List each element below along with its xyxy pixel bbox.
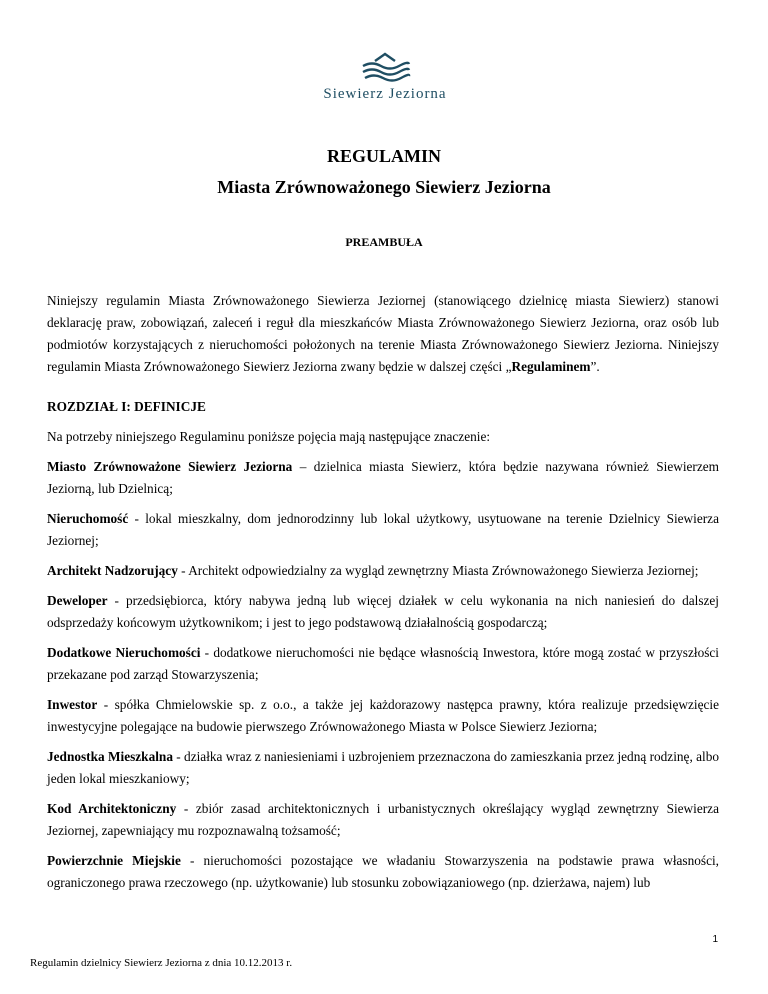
document-subtitle: Miasta Zrównoważonego Siewierz Jeziorna	[217, 177, 551, 197]
chapter1-intro: Na potrzeby niniejszego Regulaminu poniższe pojęcia mają następujące znaczenie:	[47, 429, 491, 444]
page-footer: Regulamin dzielnicy Siewierz Jeziorna z dnia 10.12.2013 r.	[30, 957, 293, 969]
page-number: 1	[712, 934, 718, 945]
document-body	[47, 290, 719, 902]
definition-item	[47, 850, 719, 894]
definition-term: Inwestor	[47, 697, 98, 712]
preamble-paragraph	[47, 290, 719, 378]
definition-text: - zbiór zasad architektonicznych i urbanistycznych określający wygląd zewnętrzny Siewierza Jeziornej, zapewniający mu rozpoznawalną tożsamość;	[47, 801, 719, 838]
definition-term: Deweloper	[47, 593, 108, 608]
definition-term: Powierzchnie Miejskie	[47, 853, 181, 868]
definition-text: - dodatkowe nieruchomości nie będące własnością Inwestora, które mogą zostać w przyszłości przekazane pod zarząd Stowarzyszenia;	[47, 645, 719, 682]
definition-text: - lokal mieszkalny, dom jednorodzinny lub lokal użytkowy, usytuowane na terenie Dzielnicy Siewierza Jeziornej;	[47, 511, 719, 548]
document-title: REGULAMIN	[326, 146, 441, 166]
definition-item	[47, 798, 719, 842]
waves-logo-icon	[359, 52, 411, 82]
definition-item	[47, 590, 719, 634]
definition-item	[47, 560, 719, 582]
definition-term: Jednostka Mieszkalna	[47, 749, 173, 764]
definition-item	[47, 456, 719, 500]
definition-text: - spółka Chmielowskie sp. z o.o., a także jej każdorazowy następca prawny, która realizuje przedsięwzięcie inwestycyjne polegające na budowie pierwszego Zrównoważonego Miasta w Polsce Siewierz Jeziorna;	[47, 697, 719, 734]
definition-term: Nieruchomość	[47, 511, 129, 526]
chapter1-heading: ROZDZIAŁ I: DEFINICJE	[47, 399, 206, 414]
preamble-term-close: ”.	[590, 359, 600, 374]
definition-item	[47, 694, 719, 738]
definition-term: Kod Architektoniczny	[47, 801, 177, 816]
definition-text: - przedsiębiorca, który nabywa jedną lub więcej działek w celu wykonania na nich naniesień do dalszej odsprzedaży końcowym użytkownikom; i jest to jego podstawową działalnością gospodarczą;	[47, 593, 719, 630]
logo-text: Siewierz Jeziorna	[323, 86, 447, 102]
definition-term: Dodatkowe Nieruchomości	[47, 645, 201, 660]
definition-text: - działka wraz z naniesieniami i uzbrojeniem przeznaczona do zamieszkania przez jedną rodzinę, albo jeden lokal mieszkaniowy;	[47, 749, 719, 786]
preamble-heading: PREAMBUŁA	[345, 235, 423, 249]
definition-text: – dzielnica miasta Siewierz, która będzie nazywana również Siewierzem Jeziorną, lub Dzielnicą;	[47, 459, 719, 496]
definition-text: - nieruchomości pozostające we władaniu Stowarzyszenia na podstawie prawa własności, ograniczonego prawa rzeczowego (np. użytkowanie) lub stosunku zobowiązaniowego (np. dzierżawa, najem) lub	[47, 853, 719, 890]
definition-item	[47, 642, 719, 686]
definition-term: Architekt Nadzorujący	[47, 563, 178, 578]
definition-text: - Architekt odpowiedzialny za wygląd zewnętrzny Miasta Zrównoważonego Siewierza Jeziornej;	[177, 563, 699, 578]
preamble-term: Regulaminem	[511, 359, 591, 374]
definition-item	[47, 508, 719, 552]
definition-term: Miasto Zrównoważone Siewierz Jeziorna	[47, 459, 293, 474]
preamble-text: Niniejszy regulamin Miasta Zrównoważonego Siewierza Jeziornej (stanowiącego dzielnicę miasta Siewierz) stanowi deklarację praw, zobowiązań, zaleceń i reguł dla mieszkańców Miasta Zrównoważonego Siewierz Jeziorna, oraz osób lub podmiotów korzystających z nieruchomości położonych na terenie Miasta Zrównoważonego Siewierz Jeziorna. Niniejszy regulamin Miasta Zrównoważonego Siewierz Jeziorna zwany będzie w dalszej części	[47, 293, 719, 374]
preamble-term-open: „	[505, 359, 512, 374]
definition-item	[47, 746, 719, 790]
logo	[310, 52, 460, 120]
